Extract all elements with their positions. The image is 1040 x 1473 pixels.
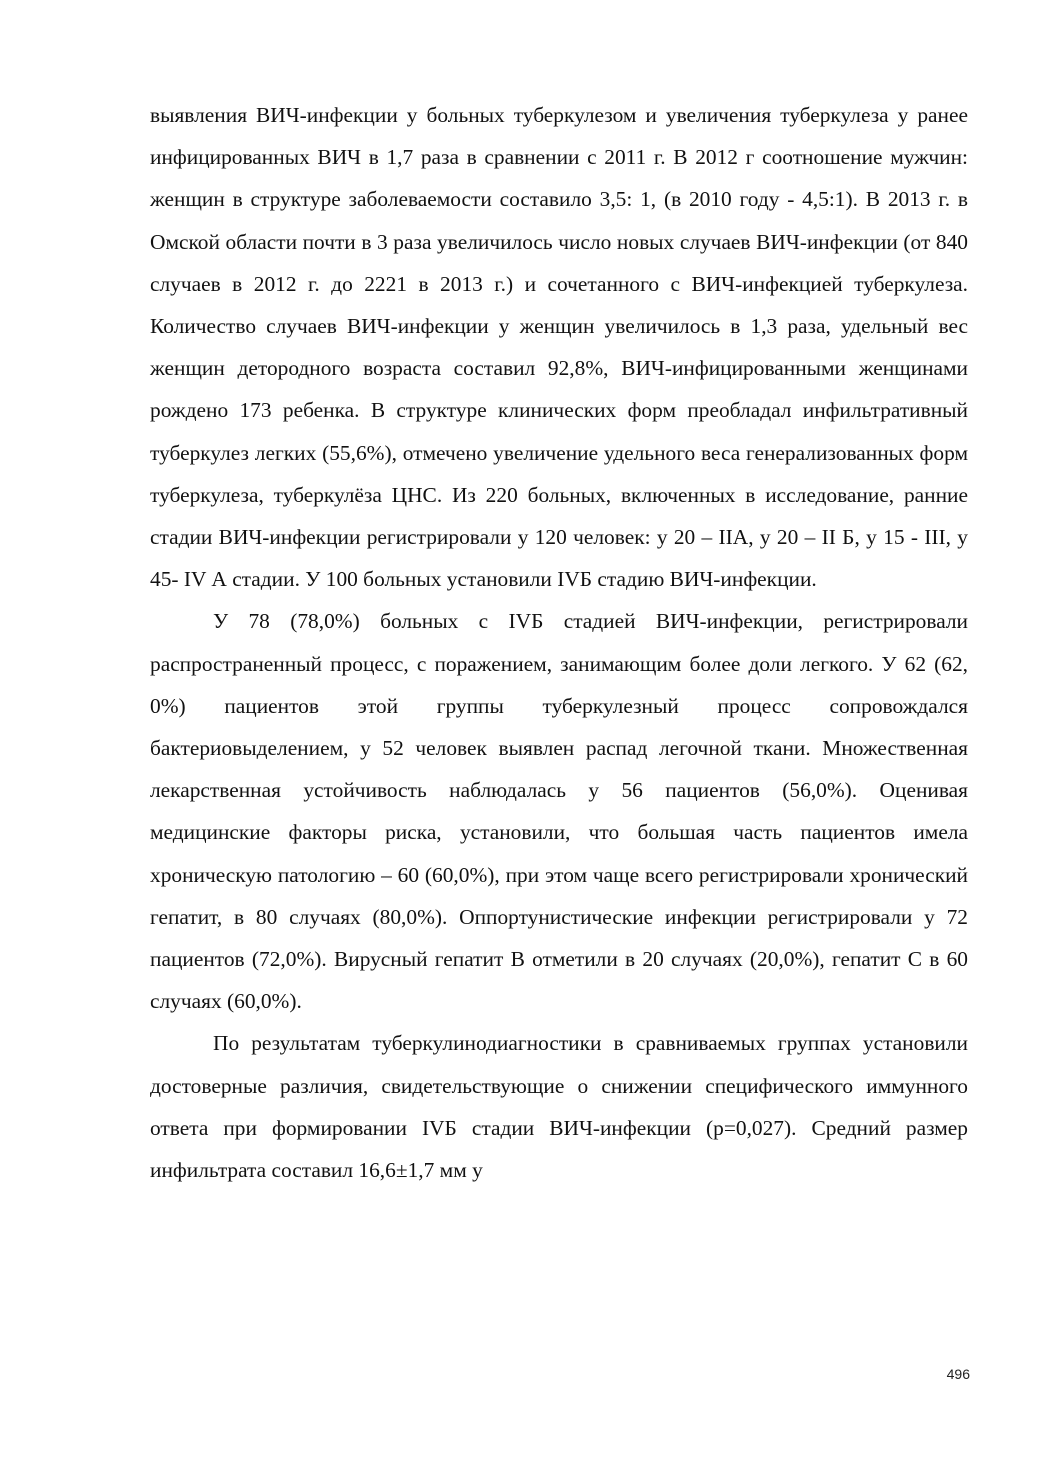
paragraph-1: выявления ВИЧ-инфекции у больных туберкулезом и увеличения туберкулеза у ранее инфицированных ВИЧ в 1,7 раза в сравнении с 2011 г. В 2012 г соотношение мужчин: женщин в структуре заболеваемости составило 3,5: 1, (в 2010 году - 4,5:1). В 2013 г. в Омской области почти в 3 раза увеличилось число новых случаев ВИЧ-инфекции (от 840 случаев в 2012 г. до 2221 в 2013 г.) и сочетанного с ВИЧ-инфекцией туберкулеза. Количество случаев ВИЧ-инфекции у женщин увеличилось в 1,3 раза, удельный вес женщин детородного возраста составил 92,8%, ВИЧ-инфицированными женщинами рождено 173 ребенка. В структуре клинических форм преобладал инфильтративный туберкулез легких (55,6%), отмечено увеличение удельного веса генерализованных форм туберкулеза, туберкулёза ЦНС. Из 220 больных, включенных в исследование, ранние стадии ВИЧ-инфекции регистрировали у 120 человек: у 20 – IIА, у 20 – II Б, у 15 - III, у 45- IV А стадии. У 100 больных установили IVБ стадию ВИЧ-инфекции. [150, 103, 968, 592]
document-page [150, 94, 968, 1191]
page-number: 496 [946, 1366, 970, 1382]
paragraph-3: По результатам туберкулинодиагностики в сравниваемых группах установили достоверные различия, свидетельствующие о снижении специфического иммунного ответа при формировании IVБ стадии ВИЧ-инфекции (р=0,027). Средний размер инфильтрата составил 16,6±1,7 мм у [150, 1031, 968, 1183]
paragraph-2: У 78 (78,0%) больных с IVБ стадией ВИЧ-инфекции, регистрировали распространенный процесс, с поражением, занимающим более доли легкого. У 62 (62, 0%) пациентов этой группы туберкулезный процесс сопровождался бактериовыделением, у 52 человек выявлен распад легочной ткани. Множественная лекарственная устойчивость наблюдалась у 56 пациентов (56,0%). Оценивая медицинские факторы риска, установили, что большая часть пациентов имела хроническую патологию – 60 (60,0%), при этом чаще всего регистрировали хронический гепатит, в 80 случаях (80,0%). Оппортунистические инфекции регистрировали у 72 пациентов (72,0%). Вирусный гепатит В отметили в 20 случаях (20,0%), гепатит С в 60 случаях (60,0%). [150, 609, 968, 1014]
